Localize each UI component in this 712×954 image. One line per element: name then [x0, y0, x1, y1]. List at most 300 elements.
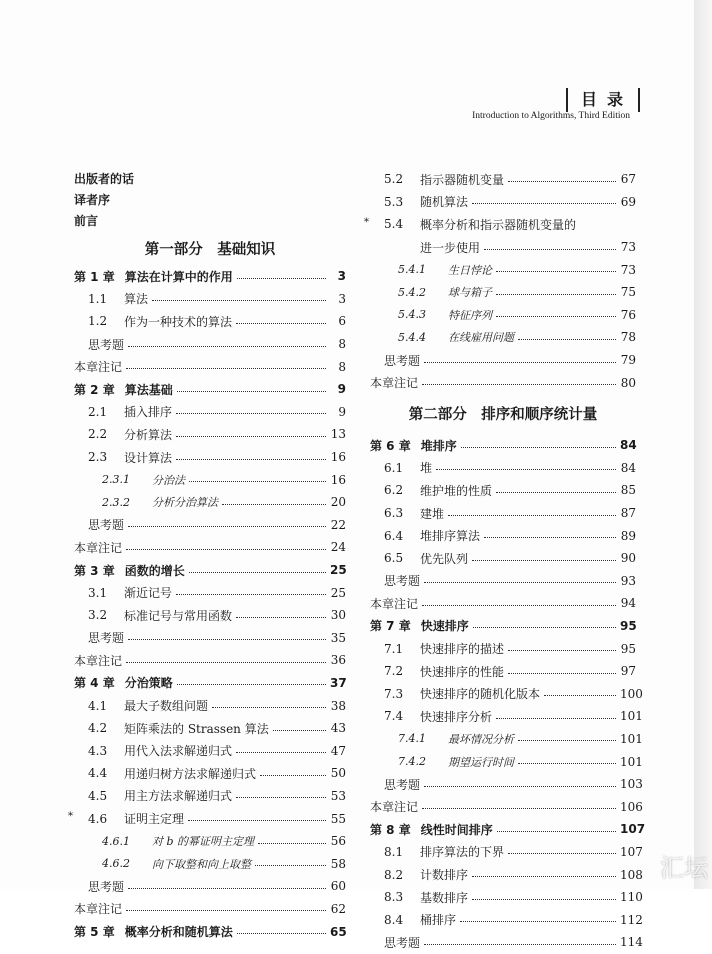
entry-number: 第 6 章	[370, 438, 411, 453]
entry-page-number: 16	[330, 450, 346, 465]
entry-label: 分析算法	[124, 427, 173, 442]
toc-entry[interactable]	[74, 333, 346, 356]
entry-page-number: 76	[620, 307, 636, 322]
leader-dots	[461, 447, 616, 448]
toc-chapter-entry[interactable]	[74, 672, 346, 695]
toc-right-column	[370, 168, 646, 954]
entry-page-number: 60	[330, 879, 346, 894]
entry-number: 7.3	[384, 686, 404, 701]
entry-page-number: 16	[330, 472, 346, 487]
entry-number: 5.4.2	[398, 285, 426, 299]
leader-dots	[496, 492, 616, 493]
leader-dots	[508, 181, 616, 182]
entry-label: 思考题	[88, 631, 125, 646]
leader-dots	[236, 617, 326, 618]
entry-number: 2.3.1	[102, 473, 130, 487]
entry-label: 标准记号与常用函数	[124, 608, 233, 623]
toc-entry[interactable]	[74, 468, 346, 491]
entry-page-number: 24	[330, 540, 346, 555]
entry-page-number: 101	[620, 754, 643, 769]
leader-dots	[126, 910, 326, 911]
leader-dots	[222, 504, 326, 505]
entry-label: 概率分析和随机算法	[124, 925, 233, 940]
entry-label: 生日悖论	[448, 263, 492, 277]
entry-number: 4.4	[88, 766, 108, 781]
entry-page-number: 101	[620, 731, 643, 746]
toc-entry[interactable]	[370, 479, 636, 502]
entry-label: 思考题	[88, 518, 125, 533]
entry-page-number: 94	[620, 596, 636, 611]
leader-dots	[189, 572, 326, 573]
entry-label: 思考题	[88, 879, 125, 894]
entry-number: 2.3	[88, 450, 108, 465]
entry-label: 维护堆的性质	[420, 483, 493, 498]
entry-number: 3.1	[88, 585, 108, 600]
entry-label: 本章注记	[74, 540, 123, 555]
leader-dots	[236, 323, 326, 324]
leader-dots	[177, 684, 326, 685]
toc-entry[interactable]	[370, 705, 643, 728]
leader-dots	[508, 673, 616, 674]
leader-dots	[126, 662, 326, 663]
leader-dots	[422, 605, 616, 606]
entry-number: 4.6.2	[102, 857, 130, 871]
entry-page-number: 90	[620, 551, 636, 566]
leader-dots	[273, 730, 326, 731]
entry-label: 桶排序	[420, 913, 457, 928]
entry-page-number: 3	[337, 269, 346, 284]
leader-dots	[236, 752, 326, 753]
entry-label: 分治法	[152, 473, 185, 487]
leader-dots	[472, 203, 616, 204]
entry-label: 快速排序的性能	[420, 664, 505, 679]
entry-number: 第 3 章	[74, 563, 115, 578]
front-matter-item[interactable]: 译者序	[74, 193, 111, 207]
entry-number: * 4.6	[88, 811, 108, 826]
entry-label: 基数排序	[420, 890, 469, 905]
entry-label: 本章注记	[370, 596, 419, 611]
toc-chapter-entry[interactable]	[370, 615, 636, 638]
entry-number: 6.3	[384, 506, 404, 521]
toc-entry[interactable]	[74, 717, 346, 740]
entry-page-number: 55	[330, 811, 346, 826]
entry-number: 8.1	[384, 844, 404, 859]
leader-dots	[237, 933, 326, 934]
toc-entry[interactable]	[74, 536, 346, 559]
toc-entry[interactable]	[370, 773, 643, 796]
toc-entry[interactable]	[370, 524, 636, 547]
entry-label: 作为一种技术的算法	[124, 314, 233, 329]
leader-dots	[472, 876, 616, 877]
entry-page-number: 107	[620, 822, 646, 837]
entry-page-number: 79	[620, 353, 636, 368]
leader-dots	[236, 797, 326, 798]
entry-label: 指示器随机变量	[420, 172, 505, 187]
entry-page-number: 95	[620, 618, 637, 633]
entry-page-number: 25	[330, 585, 346, 600]
leader-dots	[189, 481, 326, 482]
entry-label: 思考题	[384, 935, 421, 950]
entry-label: 思考题	[384, 353, 421, 368]
entry-page-number: 84	[620, 438, 637, 453]
leader-dots	[518, 763, 616, 764]
entry-page-number: 30	[330, 608, 346, 623]
leader-dots	[544, 695, 616, 696]
leader-dots	[258, 843, 326, 844]
entry-page-number: 93	[620, 573, 636, 588]
toc-entry[interactable]	[370, 570, 636, 593]
entry-number: 6.5	[384, 551, 404, 566]
entry-label: 随机算法	[420, 195, 469, 210]
toc-entry[interactable]	[74, 604, 346, 627]
entry-number: 8.4	[384, 912, 404, 927]
entry-page-number: 101	[620, 709, 643, 724]
toc-header-box	[566, 88, 640, 112]
entry-label: 设计算法	[124, 450, 173, 465]
toc-entry[interactable]	[370, 213, 636, 236]
leader-dots	[473, 627, 616, 628]
entry-label: 思考题	[384, 777, 421, 792]
entry-label: 插入排序	[124, 405, 173, 420]
leader-dots	[484, 249, 616, 250]
entry-page-number: 108	[620, 867, 643, 882]
leader-dots	[496, 271, 616, 272]
entry-page-number: 106	[620, 799, 643, 814]
entry-label: 本章注记	[74, 902, 123, 917]
entry-label: 思考题	[384, 574, 421, 589]
entry-label: 快速排序的描述	[420, 642, 505, 657]
leader-dots	[260, 775, 326, 776]
entry-page-number: 38	[330, 698, 346, 713]
entry-label: 快速排序	[420, 619, 469, 634]
toc-entry[interactable]	[370, 931, 643, 954]
entry-page-number: 85	[620, 483, 636, 498]
entry-label: 算法在计算中的作用	[124, 269, 233, 284]
entry-label: 本章注记	[370, 376, 419, 391]
entry-page-number: 36	[330, 653, 346, 668]
leader-dots	[128, 346, 326, 347]
entry-number: 7.1	[384, 641, 404, 656]
leader-dots	[126, 368, 326, 369]
entry-label: 本章注记	[74, 653, 123, 668]
leader-dots	[176, 436, 326, 437]
toc-entry[interactable]	[370, 349, 636, 372]
entry-label: 在线雇用问题	[448, 331, 514, 345]
leader-dots	[424, 362, 616, 363]
part-heading: 第二部分 排序和顺序统计量	[408, 407, 598, 424]
entry-label: 堆排序算法	[420, 529, 481, 544]
entry-label: 优先队列	[420, 551, 469, 566]
toc-entry[interactable]	[370, 841, 643, 864]
entry-page-number: 58	[330, 856, 346, 871]
leader-dots	[508, 853, 616, 854]
leader-dots	[518, 339, 616, 340]
toc-entry[interactable]	[74, 739, 346, 762]
entry-number: 第 4 章	[74, 676, 115, 691]
toc-entry[interactable]	[370, 236, 636, 259]
toc-entry[interactable]	[74, 852, 346, 875]
toc-entry[interactable]	[74, 875, 346, 898]
entry-number: 8.3	[384, 890, 404, 905]
toc-title: 目录	[580, 90, 633, 109]
entry-number: * 5.4	[384, 217, 404, 232]
toc-entry[interactable]	[74, 785, 346, 808]
leader-dots	[177, 391, 326, 392]
entry-label: 算法基础	[124, 382, 173, 397]
entry-page-number: 110	[620, 890, 643, 905]
entry-label: 向下取整和向上取整	[152, 857, 251, 871]
entry-page-number: 75	[620, 285, 636, 300]
entry-number: 4.2	[88, 721, 108, 736]
toc-entry[interactable]	[370, 795, 643, 818]
entry-page-number: 3	[338, 291, 346, 306]
toc-entry[interactable]	[370, 371, 636, 394]
entry-page-number: 53	[330, 788, 346, 803]
entry-page-number: 22	[330, 517, 346, 532]
leader-dots	[212, 707, 326, 708]
entry-label: 对 b 的幂证明主定理	[152, 835, 255, 849]
entry-page-number: 95	[620, 641, 636, 656]
entry-label: 渐近记号	[124, 586, 173, 601]
entry-page-number: 87	[620, 506, 636, 521]
entry-label: 最坏情况分析	[448, 732, 514, 746]
toc-entry[interactable]	[370, 281, 636, 304]
leader-dots	[424, 944, 616, 945]
leader-dots	[128, 526, 326, 527]
toc-entry[interactable]	[370, 502, 636, 525]
entry-number: 第 5 章	[74, 925, 115, 940]
leader-dots	[484, 537, 616, 538]
entry-page-number: 6	[338, 314, 346, 329]
entry-page-number: 50	[330, 766, 346, 781]
entry-page-number: 9	[338, 404, 346, 419]
entry-label: 本章注记	[370, 800, 419, 815]
entry-page-number: 35	[330, 630, 346, 645]
entry-page-number: 103	[620, 777, 643, 792]
entry-label: 线性时间排序	[420, 822, 493, 837]
entry-number: 2.3.2	[102, 495, 130, 509]
entry-label: 概率分析和指示器随机变量的	[420, 217, 577, 232]
entry-number: 5.2	[384, 172, 404, 187]
leader-dots	[237, 278, 326, 279]
part-heading: 第一部分 基础知识	[144, 241, 276, 258]
toc-entry[interactable]	[370, 637, 636, 660]
entry-label: 函数的增长	[124, 563, 185, 578]
entry-page-number: 112	[620, 912, 643, 927]
entry-number: 1.2	[88, 314, 108, 329]
toc-entry[interactable]	[370, 547, 636, 570]
toc-entry[interactable]	[370, 457, 636, 480]
entry-page-number: 8	[338, 359, 346, 374]
entry-number: 第 2 章	[74, 382, 115, 397]
toc-entry[interactable]	[370, 326, 636, 349]
entry-number: 3.2	[88, 608, 108, 623]
entry-number: 第 1 章	[74, 269, 115, 284]
entry-number: 8.2	[384, 867, 404, 882]
toc-chapter-entry[interactable]	[74, 559, 346, 582]
entry-label: 证明主定理	[124, 812, 185, 827]
leader-dots	[497, 831, 616, 832]
entry-page-number: 89	[620, 528, 636, 543]
leader-dots	[448, 515, 616, 516]
entry-label: 堆	[420, 461, 433, 476]
entry-page-number: 73	[620, 240, 636, 255]
leader-dots	[176, 413, 326, 414]
toc-entry[interactable]	[74, 401, 346, 424]
entry-page-number: 25	[330, 563, 347, 578]
entry-number: 4.5	[88, 788, 108, 803]
entry-label: 算法	[124, 292, 149, 307]
entry-page-number: 62	[330, 901, 346, 916]
toc-entry[interactable]	[74, 830, 346, 853]
front-matter-item[interactable]: 出版者的话	[74, 172, 135, 186]
entry-label: 快速排序分析	[420, 709, 493, 724]
toc-entry[interactable]	[74, 581, 346, 604]
front-matter-list	[74, 168, 274, 231]
watermark: 汇坛	[660, 854, 708, 882]
toc-entry[interactable]	[370, 168, 636, 191]
toc-entry[interactable]	[370, 750, 643, 773]
entry-label: 分治策略	[124, 676, 173, 691]
entry-page-number: 13	[330, 427, 346, 442]
entry-page-number: 43	[330, 721, 346, 736]
entry-number: 7.2	[384, 664, 404, 679]
entry-number: 7.4.1	[398, 732, 426, 746]
entry-number: 2.2	[88, 427, 108, 442]
leader-dots	[422, 808, 616, 809]
entry-page-number: 20	[330, 495, 346, 510]
entry-page-number: 107	[620, 844, 643, 859]
toc-entry[interactable]	[74, 807, 346, 830]
entry-page-number: 73	[620, 262, 636, 277]
toc-entry[interactable]	[370, 592, 636, 615]
entry-page-number: 56	[330, 834, 346, 849]
leader-dots	[255, 865, 326, 866]
leader-dots	[472, 899, 616, 900]
toc-chapter-entry[interactable]	[74, 378, 346, 401]
entry-label: 进一步使用	[420, 240, 481, 255]
entry-page-number: 114	[620, 935, 643, 950]
toc-entry[interactable]	[74, 355, 346, 378]
entry-label: 计数排序	[420, 868, 469, 883]
page-edge	[694, 0, 712, 889]
leader-dots	[176, 594, 326, 595]
entry-number: 6.2	[384, 483, 404, 498]
toc-entry[interactable]	[74, 310, 346, 333]
toc-entry[interactable]	[74, 446, 346, 469]
leader-dots	[496, 718, 616, 719]
toc-chapter-entry[interactable]	[370, 434, 636, 457]
toc-entry[interactable]	[74, 491, 346, 514]
leader-dots	[424, 582, 616, 583]
toc-chapter-entry[interactable]	[74, 265, 346, 288]
toc-entry[interactable]	[74, 627, 346, 650]
entry-label: 最大子数组问题	[124, 699, 209, 714]
entry-page-number: 84	[620, 460, 636, 475]
toc-entry[interactable]	[370, 660, 636, 683]
entry-number: 5.3	[384, 194, 404, 209]
leader-dots	[472, 560, 616, 561]
entry-number: 5.4.3	[398, 308, 426, 322]
entry-label: 本章注记	[74, 360, 123, 375]
toc-entry[interactable]	[370, 191, 636, 214]
toc-entry[interactable]	[370, 682, 643, 705]
leader-dots	[496, 316, 616, 317]
entry-label: 堆排序	[420, 438, 457, 453]
leader-dots	[518, 740, 616, 741]
entry-number: 7.4	[384, 709, 404, 724]
entry-number: 4.3	[88, 743, 108, 758]
leader-dots	[176, 459, 326, 460]
entry-page-number: 97	[620, 664, 636, 679]
entry-label: 分析分治算法	[152, 496, 218, 510]
entry-page-number: 80	[620, 375, 636, 390]
book-subtitle: Introduction to Algorithms, Third Edition	[472, 111, 630, 121]
entry-page-number: 78	[620, 330, 636, 345]
entry-number: 6.4	[384, 528, 404, 543]
entry-label: 排序算法的下界	[420, 845, 505, 860]
entry-number: 1.1	[88, 291, 108, 306]
leader-dots	[424, 786, 616, 787]
entry-page-number: 69	[620, 194, 636, 209]
leader-dots	[128, 639, 326, 640]
toc-entry[interactable]	[74, 649, 346, 672]
entry-page-number: 65	[330, 924, 347, 939]
entry-label: 期望运行时间	[448, 755, 514, 769]
toc-entry[interactable]	[370, 258, 636, 281]
entry-label: 思考题	[88, 337, 125, 352]
entry-page-number: 47	[330, 743, 346, 758]
entry-page-number: 8	[338, 337, 346, 352]
leader-dots	[152, 300, 326, 301]
toc-entry[interactable]	[74, 694, 346, 717]
leader-dots	[126, 549, 326, 550]
entry-number: 4.1	[88, 698, 108, 713]
toc-entry[interactable]	[74, 423, 346, 446]
leader-dots	[508, 650, 616, 651]
toc-chapter-entry[interactable]	[370, 818, 646, 841]
toc-entry[interactable]	[74, 762, 346, 785]
entry-label: 用主方法求解递归式	[124, 789, 233, 804]
toc-left-column	[74, 231, 346, 943]
entry-number: 2.1	[88, 404, 108, 419]
entry-number: 7.4.2	[398, 755, 426, 769]
toc-entry[interactable]	[370, 886, 643, 909]
toc-entry[interactable]	[74, 898, 346, 921]
entry-number: 5.4.1	[398, 263, 426, 277]
entry-label: 建堆	[420, 506, 445, 521]
toc-entry[interactable]	[370, 863, 643, 886]
toc-entry[interactable]	[370, 304, 636, 327]
toc-entry[interactable]	[370, 908, 643, 931]
toc-entry[interactable]	[74, 514, 346, 537]
front-matter-item[interactable]: 前言	[74, 214, 99, 228]
toc-chapter-entry[interactable]	[74, 920, 346, 943]
entry-number: 第 8 章	[370, 822, 411, 837]
entry-label: 用代入法求解递归式	[124, 744, 233, 759]
toc-entry[interactable]	[370, 728, 643, 751]
entry-number: 6.1	[384, 460, 404, 475]
entry-number: 第 7 章	[370, 619, 411, 634]
entry-label: 用递归树方法求解递归式	[124, 766, 257, 781]
entry-page-number: 37	[330, 675, 347, 690]
entry-label: 特征序列	[448, 308, 492, 322]
toc-entry[interactable]	[74, 288, 346, 311]
entry-label: 快速排序的随机化版本	[420, 687, 541, 702]
entry-page-number: 100	[620, 686, 643, 701]
leader-dots	[188, 820, 326, 821]
entry-page-number: 9	[337, 382, 346, 397]
